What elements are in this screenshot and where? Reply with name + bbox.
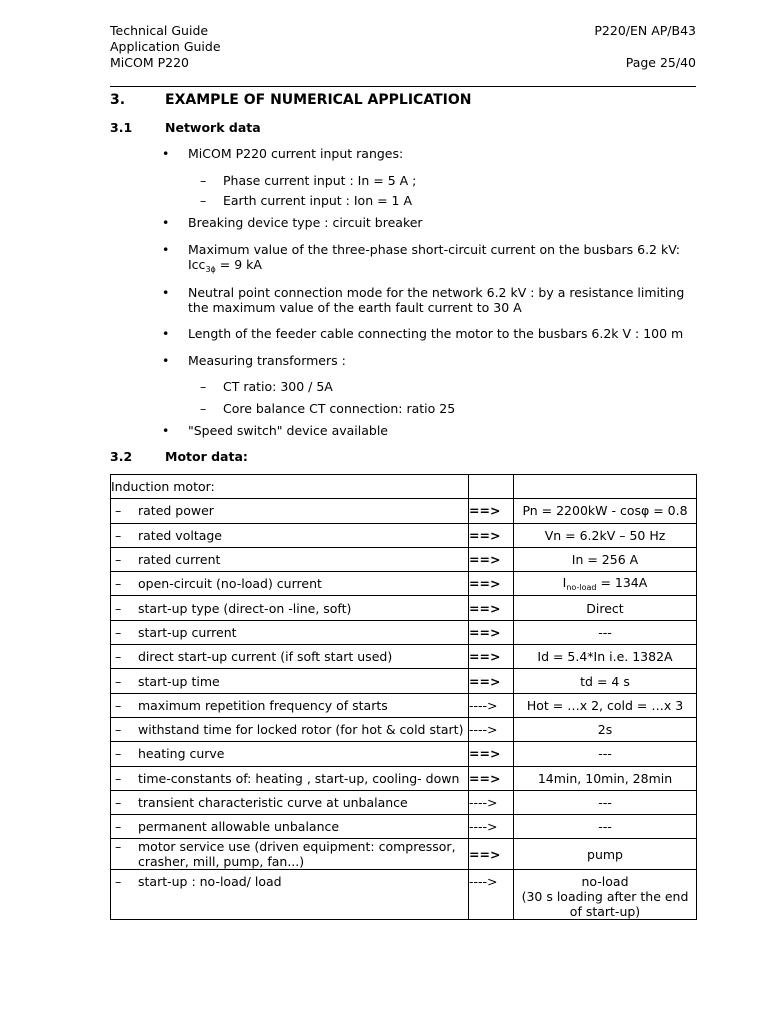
table-row bbox=[111, 620, 697, 644]
row-value: --- bbox=[514, 742, 697, 766]
row-label-cell bbox=[111, 790, 469, 814]
row-arrow: ----> bbox=[469, 790, 514, 814]
table-row bbox=[111, 499, 697, 523]
motor-data-table bbox=[110, 474, 697, 920]
header-guide-type: Application Guide bbox=[110, 39, 221, 54]
row-arrow: ==> bbox=[469, 839, 514, 870]
bullet-icon: • bbox=[162, 423, 170, 438]
row-arrow: ==> bbox=[469, 499, 514, 523]
row-arrow: ==> bbox=[469, 572, 514, 596]
table-cell bbox=[514, 475, 697, 499]
bullet-icon: • bbox=[162, 353, 170, 368]
row-value: --- bbox=[514, 620, 697, 644]
section-title: EXAMPLE OF NUMERICAL APPLICATION bbox=[165, 92, 472, 108]
table-row bbox=[111, 572, 697, 596]
table-row bbox=[111, 523, 697, 547]
bullet-icon: • bbox=[162, 242, 170, 257]
dash-icon: – bbox=[200, 193, 207, 208]
row-label-cell bbox=[111, 499, 469, 523]
row-label: motor service use (driven equipment: compressor, crasher, mill, pump, fan...) bbox=[138, 839, 456, 870]
bullet-icon: • bbox=[162, 215, 170, 230]
table-row bbox=[111, 717, 697, 741]
row-arrow: ==> bbox=[469, 523, 514, 547]
table-row bbox=[111, 766, 697, 790]
row-arrow: ==> bbox=[469, 742, 514, 766]
dash-icon: – bbox=[115, 874, 122, 890]
dash-icon: – bbox=[200, 173, 207, 188]
row-arrow: ==> bbox=[469, 547, 514, 571]
dash-icon: – bbox=[115, 697, 122, 713]
row-value: $I_{no-load} = 134A$ bbox=[514, 572, 697, 596]
row-arrow: ==> bbox=[469, 620, 514, 644]
row-arrow: ----> bbox=[469, 693, 514, 717]
bullet-icon: • bbox=[162, 326, 170, 341]
dash-icon: – bbox=[115, 624, 122, 640]
row-label-cell bbox=[111, 766, 469, 790]
row-label-cell bbox=[111, 839, 469, 870]
header-right bbox=[594, 23, 696, 71]
row-label-cell bbox=[111, 645, 469, 669]
row-value: --- bbox=[514, 790, 697, 814]
dash-icon: – bbox=[115, 770, 122, 786]
dash-icon: – bbox=[200, 379, 207, 394]
table-header-cell: Induction motor: bbox=[111, 475, 469, 499]
section-3-heading bbox=[110, 92, 471, 108]
row-arrow: ==> bbox=[469, 669, 514, 693]
table-row bbox=[111, 870, 697, 920]
row-value: --- bbox=[514, 815, 697, 839]
bullet-icon: • bbox=[162, 146, 170, 161]
row-label: transient characteristic curve at unbalance bbox=[138, 795, 408, 810]
row-arrow: ==> bbox=[469, 766, 514, 790]
row-label: start-up type (direct-on -line, soft) bbox=[138, 600, 352, 616]
row-label-cell bbox=[111, 523, 469, 547]
header-doc-ref: P220/EN AP/B43 bbox=[594, 23, 696, 38]
row-arrow: ----> bbox=[469, 717, 514, 741]
bullet-icon: • bbox=[162, 285, 170, 300]
row-label-cell bbox=[111, 669, 469, 693]
table-row bbox=[111, 815, 697, 839]
row-label: time-constants of: heating , start-up, cooling- down bbox=[138, 770, 460, 786]
row-value: pump bbox=[514, 839, 697, 870]
row-arrow: ----> bbox=[469, 815, 514, 839]
row-label-cell bbox=[111, 596, 469, 620]
dash-icon: – bbox=[115, 600, 122, 616]
row-label: start-up current bbox=[138, 624, 237, 640]
table-row bbox=[111, 669, 697, 693]
row-label: rated current bbox=[138, 552, 221, 568]
dash-icon: – bbox=[115, 527, 122, 543]
row-label: heating curve bbox=[138, 746, 225, 762]
section-number: 3. bbox=[110, 92, 126, 108]
row-label: withstand time for locked rotor (for hot & cold start) bbox=[138, 722, 464, 738]
dash-icon: – bbox=[115, 819, 122, 835]
table-header-row bbox=[111, 475, 697, 499]
header-page-number: Page 25/40 bbox=[625, 55, 696, 70]
row-value: 14min, 10min, 28min bbox=[514, 766, 697, 790]
section-3-1-heading bbox=[110, 120, 261, 135]
row-label: start-up : no-load/ load bbox=[138, 874, 282, 890]
header-divider bbox=[110, 86, 696, 87]
row-label-cell bbox=[111, 693, 469, 717]
section-3-2-heading bbox=[110, 449, 248, 464]
dash-icon: – bbox=[115, 673, 122, 689]
dash-icon: – bbox=[200, 401, 207, 416]
row-label: maximum repetition frequency of starts bbox=[138, 697, 388, 713]
row-label: direct start-up current (if soft start used) bbox=[138, 649, 393, 665]
row-value: Hot = …x 2, cold = …x 3 bbox=[514, 693, 697, 717]
row-label: permanent allowable unbalance bbox=[138, 819, 340, 835]
row-value: td = 4 s bbox=[514, 669, 697, 693]
row-label: open-circuit (no-load) current bbox=[138, 576, 322, 592]
row-label: rated power bbox=[138, 503, 214, 519]
row-label-cell bbox=[111, 620, 469, 644]
dash-icon: – bbox=[115, 649, 122, 665]
row-label-cell bbox=[111, 815, 469, 839]
dash-icon: – bbox=[115, 576, 122, 592]
header-product: MiCOM P220 bbox=[110, 55, 189, 70]
row-label: start-up time bbox=[138, 673, 220, 689]
header-doc-type: Technical Guide bbox=[110, 23, 209, 38]
row-arrow: ==> bbox=[469, 645, 514, 669]
section-title: Network data bbox=[165, 120, 261, 135]
row-label-cell bbox=[111, 870, 469, 920]
row-value: Pn = 2200kW - cosφ = 0.8 bbox=[514, 499, 697, 523]
table-row bbox=[111, 839, 697, 870]
row-label-cell bbox=[111, 572, 469, 596]
row-value: 2s bbox=[514, 717, 697, 741]
row-label-cell bbox=[111, 717, 469, 741]
dash-icon: – bbox=[115, 839, 122, 855]
table-cell bbox=[469, 475, 514, 499]
table-row bbox=[111, 596, 697, 620]
row-value: no-load (30 s loading after the end of start-up) bbox=[514, 870, 697, 920]
row-arrow: ----> bbox=[469, 870, 514, 920]
dash-icon: – bbox=[115, 552, 122, 568]
row-label: rated voltage bbox=[138, 527, 223, 543]
row-value: In = 256 A bbox=[514, 547, 697, 571]
row-value: Direct bbox=[514, 596, 697, 620]
table-row bbox=[111, 645, 697, 669]
header-left bbox=[110, 23, 221, 71]
dash-icon: – bbox=[115, 503, 122, 519]
row-label-cell bbox=[111, 742, 469, 766]
table-row bbox=[111, 742, 697, 766]
row-arrow: ==> bbox=[469, 596, 514, 620]
dash-icon: – bbox=[115, 746, 122, 762]
row-label-cell bbox=[111, 547, 469, 571]
table-row bbox=[111, 790, 697, 814]
section-title: Motor data: bbox=[165, 449, 248, 464]
table-row bbox=[111, 547, 697, 571]
table-row bbox=[111, 693, 697, 717]
section-number: 3.1 bbox=[110, 120, 133, 135]
section-number: 3.2 bbox=[110, 449, 133, 464]
dash-icon: – bbox=[115, 795, 122, 810]
row-value: Id = 5.4*In i.e. 1382A bbox=[514, 645, 697, 669]
row-value: Vn = 6.2kV – 50 Hz bbox=[514, 523, 697, 547]
dash-icon: – bbox=[115, 722, 122, 738]
